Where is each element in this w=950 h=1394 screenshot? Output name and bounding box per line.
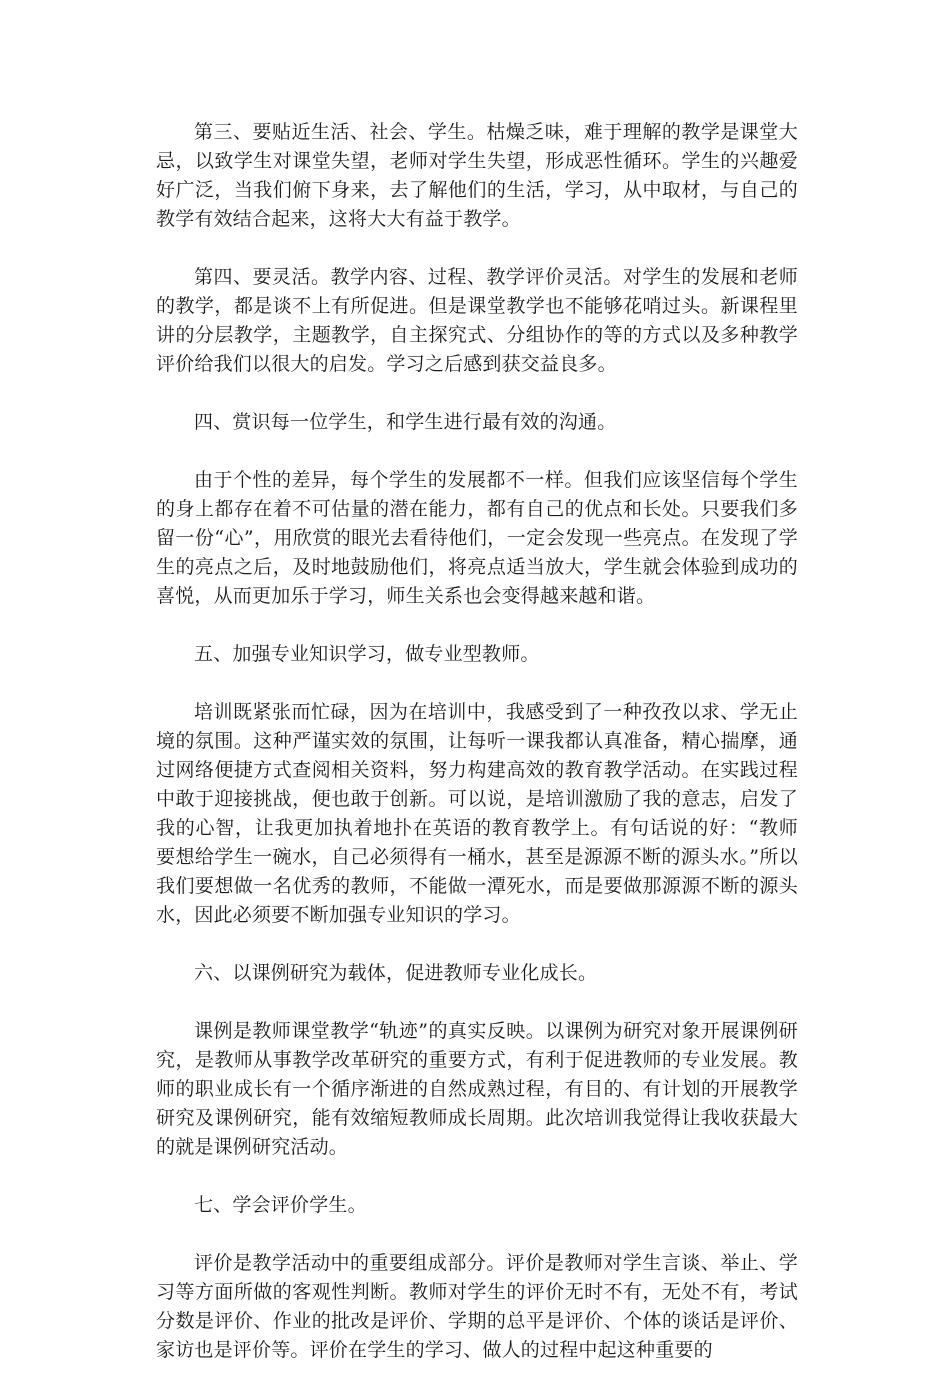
paragraph-section-4: 由于个性的差异，每个学生的发展都不一样。但我们应该坚信每个学生的身上都存在着不可估量的潜在能力，都有自己的优点和长处。只要我们多留一份“心”，用欣赏的眼光去看待他们，一定会发现一些亮点。在发现了学生的亮点之后，及时地鼓励他们，将亮点适当放大，学生就会体验到成功的喜悦，从而更加乐于学习，师生关系也会变得越来越和谐。 xyxy=(156,469,798,607)
paragraph-section-5: 培训既紧张而忙碌，因为在培训中，我感受到了一种孜孜以求、学无止境的氛围。这种严谨实效的氛围，让每听一课我都认真准备，精心揣摩，通过网络便捷方式查阅相关资料，努力构建高效的教育教学活动。在实践过程中敢于迎接挑战，便也敢于创新。可以说，是培训激励了我的意志，启发了我的心智，让我更加执着地扑在英语的教育教学上。有句话说的好：“教师要想给学生一碗水，自己必须得有一桶水，甚至是源源不断的源头水。”所以我们要想做一名优秀的教师，不能做一潭死水，而是要做那源源不断的源头水，因此必须要不断加强专业知识的学习。 xyxy=(156,701,798,926)
paragraph-section-7: 评价是教学活动中的重要组成部分。评价是教师对学生言谈、举止、学习等方面所做的客观性判断。教师对学生的评价无时不有，无处不有，考试分数是评价、作业的批改是评价、学期的总平是评价、个体的谈话是评价、家访也是评价等。评价在学生的学习、做人的过程中起这种重要的 xyxy=(156,1252,798,1361)
paragraph-fourth-point: 第四、要灵活。教学内容、过程、教学评价灵活。对学生的发展和老师的教学，都是谈不上有所促进。但是课堂教学也不能够花哨过头。新课程里讲的分层教学，主题教学，自主探究式、分组协作的等的方式以及多种教学评价给我们以很大的启发。学习之后感到获交益良多。 xyxy=(156,266,798,375)
section-heading-7: 七、学会评价学生。 xyxy=(194,1194,367,1216)
section-heading-4: 四、赏识每一位学生，和学生进行最有效的沟通。 xyxy=(194,411,617,433)
paragraph-third-point: 第三、要贴近生活、社会、学生。枯燥乏味，难于理解的教学是课堂大忌，以致学生对课堂失望，老师对学生失望，形成恶性循环。学生的兴趣爱好广泛，当我们俯下身来，去了解他们的生活，学习，从中取材，与自己的教学有效结合起来，这将大大有益于教学。 xyxy=(156,121,798,230)
document-body xyxy=(156,118,798,1394)
section-heading-5: 五、加强专业知识学习，做专业型教师。 xyxy=(194,643,540,665)
section-heading-6: 六、以课例研究为载体，促进教师专业化成长。 xyxy=(194,962,598,984)
paragraph-section-6: 课例是教师课堂教学“轨迹”的真实反映。以课例为研究对象开展课例研究，是教师从事教学改革研究的重要方式，有利于促进教师的专业发展。教师的职业成长有一个循序渐进的自然成熟过程，有目的、有计划的开展教学研究及课例研究，能有效缩短教师成长周期。此次培训我觉得让我收获最大的就是课例研究活动。 xyxy=(156,1020,798,1158)
